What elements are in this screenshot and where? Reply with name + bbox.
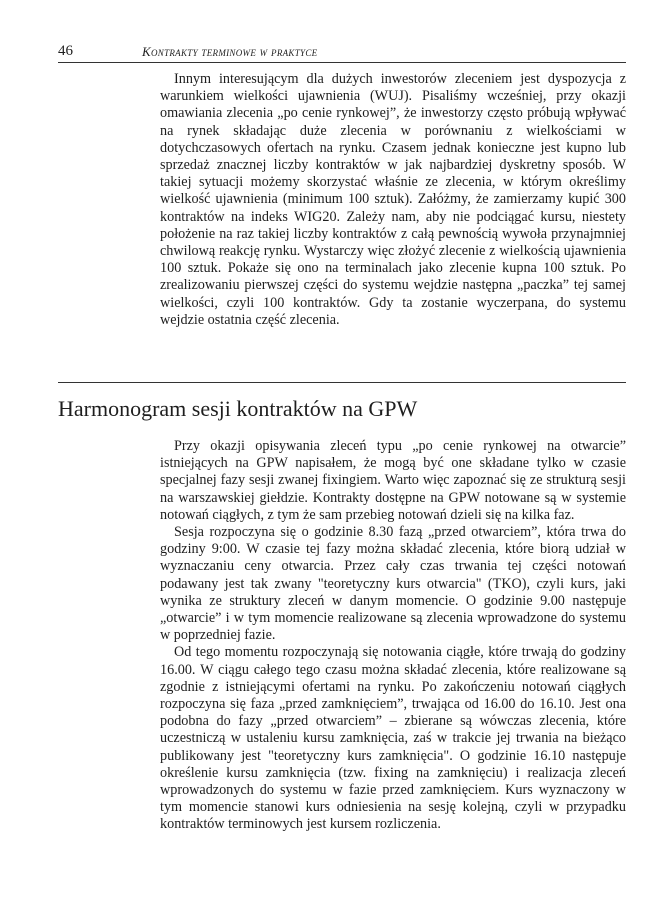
section-body xyxy=(160,438,626,834)
page-header xyxy=(58,43,626,65)
running-title: Kontrakty terminowe w praktyce xyxy=(142,44,318,59)
page-number: 46 xyxy=(58,43,73,59)
header-rule xyxy=(58,62,626,63)
paragraph: Od tego momentu rozpoczynają się notowania ciągłe, które trwają do godziny 16.00. W ciągu całego tego czasu można składać zlecenia, które realizowane są zgodnie z istniejącymi ofertami na rynku. Po zakończeniu notowań ciągłych rozpoczyna się faza „przed zamknięciem”, trwająca od 16.00 do 16.10. Jest ona podobna do fazy „przed otwarciem” – zbierane są wówczas zlecenia, które uczestniczą w ustaleniu kursu zamknięcia, zaś w trakcie jej trwania na bieżąco publikowany jest "teoretyczny kurs zamknięcia". O godzinie 16.10 następuje określenie kursu zamknięcia (tzw. fixing na zamknięciu) i realizacja zleceń wprowadzonych do systemu w fazie przed zamknięciem. Kurs wyznaczony w tym momencie stanowi kurs odniesienia na sesję kolejną, czyli w przypadku kontraktów terminowych jest kursem rozliczenia. xyxy=(160,644,626,833)
paragraph: Innym interesującym dla dużych inwestorów zleceniem jest dyspozycja z warunkiem wielkości ujawnienia (WUJ). Pisaliśmy wcześniej, przy okazji omawiania zlecenia „po cenie rynkowej”, że inwestorzy często próbują wpływać na rynek składając duże zlecenia w porównaniu z wielkościami w dotychczasowych ofertach na rynku. Czasem jednak konieczne jest kupno lub sprzedaż znacznej liczby kontraktów w jak najbardziej dyskretny sposób. W takiej sytuacji możemy skorzystać właśnie ze zlecenia, w którym określimy wielkość ujawnienia (minimum 100 sztuk). Załóżmy, że zamierzamy kupić 300 kontraktów na indeks WIG20. Zależy nam, aby nie podciągać kursu, niestety położenie na raz takiej liczby kontraktów z całą pewnością wywoła przynajmniej chwilową reakcję rynku. Wystarczy więc złożyć zlecenie z wielkością ujawnienia 100 sztuk. Pokaże się ono na terminalach jako zlecenie kupna 100 sztuk. Po zrealizowaniu pierwszej części do systemu wejdzie następna „paczka” tej samej wielkości, czyli 100 kontraktów. Gdy ta zostanie wyczerpana, do systemu wejdzie ostatnia część zlecenia. xyxy=(160,71,626,328)
paragraph: Sesja rozpoczyna się o godzinie 8.30 fazą „przed otwarciem”, która trwa do godziny 9:00. W czasie tej fazy można składać zlecenia, które biorą udział w wyznaczaniu ceny otwarcia. Przez cały czas trwania tej części notowań podawany jest tak zwany "teoretyczny kurs otwarcia" (TKO), czyli kurs, jaki wynika ze struktury zleceń w danym momencie. O godzinie 9.00 następuje „otwarcie” i w tym momencie realizowane są zlecenia wprowadzone do systemu w poprzedniej fazie. xyxy=(160,524,626,644)
lead-text xyxy=(160,71,626,329)
section-rule xyxy=(58,382,626,383)
paragraph: Przy okazji opisywania zleceń typu „po cenie rynkowej na otwarcie” istniejących na GPW napisałem, że mogą być one składane tylko w czasie specjalnej fazy sesji zwanej fixingiem. Warto więc zapoznać się ze strukturą sesji na warszawskiej giełdzie. Kontrakty dostępne na GPW notowane są w systemie notowań ciągłych, z tym że sam przebieg notowań dzieli się na kilka faz. xyxy=(160,438,626,523)
section-heading: Harmonogram sesji kontraktów na GPW xyxy=(58,396,418,421)
